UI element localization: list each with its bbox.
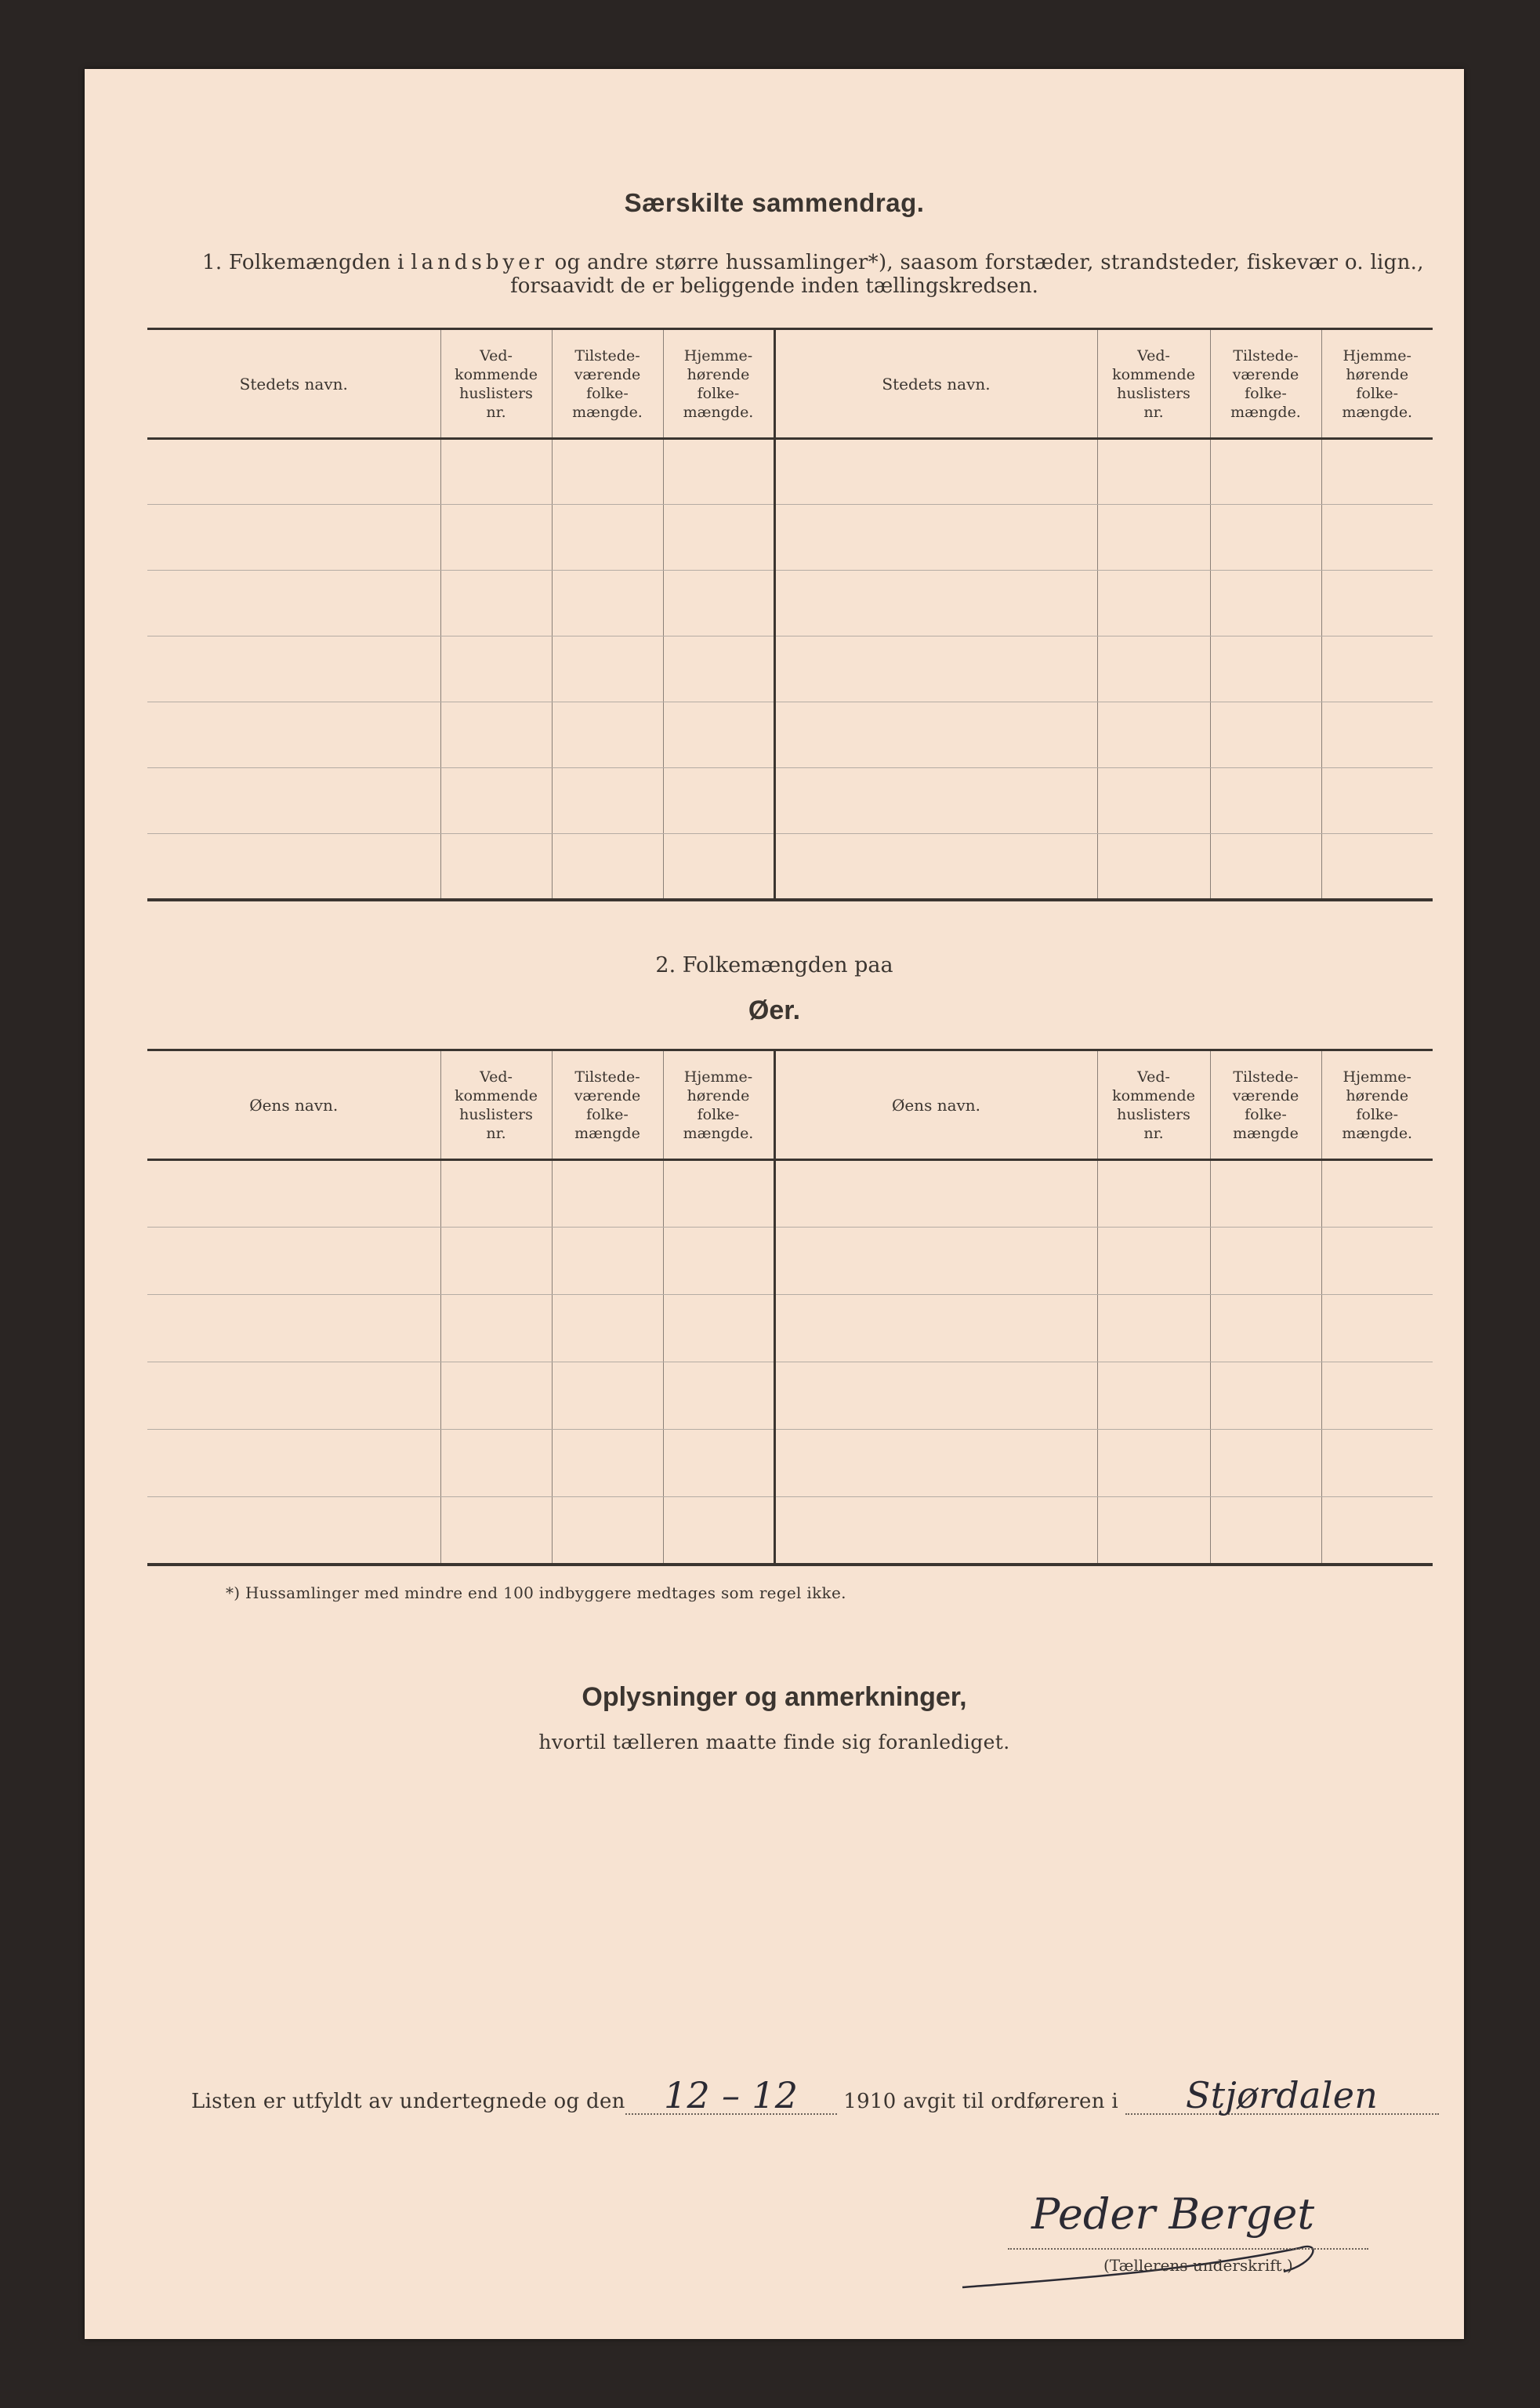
section1-intro-part1: 1. Folkemængden i xyxy=(202,251,404,274)
section1-intro-spaced: landsbyer xyxy=(411,251,549,274)
date-field xyxy=(625,2074,837,2116)
table-cell xyxy=(1097,834,1210,900)
table-cell xyxy=(552,505,663,571)
col-header-stedets-navn: Stedets navn. xyxy=(147,329,440,439)
section1-intro-line2: forsaavidt de er beliggende inden tællingskredsen. xyxy=(510,274,1038,298)
table-cell xyxy=(440,1362,552,1430)
handwritten-date: 12 – 12 xyxy=(663,2074,799,2116)
table-cell xyxy=(1097,1295,1210,1362)
col-header-stedets-navn-right: Stedets navn. xyxy=(774,329,1097,439)
section2-heading-bold: Øer. xyxy=(748,995,801,1025)
table-cell xyxy=(552,1160,663,1228)
table-cell xyxy=(774,834,1097,900)
table-cell xyxy=(147,702,440,768)
col-header-huslisters-nr-right: Ved- kommende huslisters nr. xyxy=(1097,1050,1210,1160)
settlements-table-body xyxy=(147,439,1433,900)
settlements-table xyxy=(147,328,1433,901)
table-row xyxy=(147,1295,1433,1362)
table-cell xyxy=(1097,768,1210,834)
table-cell xyxy=(663,834,774,900)
islands-table-header xyxy=(147,1050,1433,1160)
settlements-table-header xyxy=(147,329,1433,439)
table-cell xyxy=(440,1160,552,1228)
col-header-tilstedevaerende-right: Tilstede- værende folke- mængde xyxy=(1210,1050,1321,1160)
table-row xyxy=(147,1497,1433,1565)
table-cell xyxy=(1210,1497,1321,1565)
table-cell xyxy=(440,439,552,505)
table-cell xyxy=(663,1160,774,1228)
col-header-huslisters-nr: Ved- kommende huslisters nr. xyxy=(440,1050,552,1160)
table-cell xyxy=(774,1228,1097,1295)
table-cell xyxy=(440,505,552,571)
table-cell xyxy=(1321,636,1433,702)
table-cell xyxy=(1097,505,1210,571)
col-header-oens-navn-right: Øens navn. xyxy=(774,1050,1097,1160)
table-row xyxy=(147,1362,1433,1430)
table-row xyxy=(147,505,1433,571)
table-cell xyxy=(552,1228,663,1295)
section1-intro-part2: og andre større hussamlinger*), saasom forstæder, strandsteder, fiskevær o. lign., xyxy=(554,251,1424,274)
table-cell xyxy=(663,505,774,571)
table-cell xyxy=(440,571,552,636)
table-cell xyxy=(1321,1497,1433,1565)
table-cell xyxy=(663,702,774,768)
table-row xyxy=(147,1160,1433,1228)
table-row xyxy=(147,571,1433,636)
table-cell xyxy=(147,439,440,505)
table-cell xyxy=(552,1295,663,1362)
table-cell xyxy=(552,1497,663,1565)
statement-text-before-date: Listen er utfyldt av undertegnede og den xyxy=(191,2090,625,2113)
table-cell xyxy=(774,768,1097,834)
table-cell xyxy=(440,768,552,834)
handwritten-signature: Peder Berget xyxy=(1031,2189,1315,2239)
col-header-hjemmehorende: Hjemme- hørende folke- mængde. xyxy=(663,329,774,439)
table-cell xyxy=(552,768,663,834)
section2-heading: 2. Folkemængden paa xyxy=(655,953,893,977)
table-cell xyxy=(1210,636,1321,702)
table-cell xyxy=(663,1497,774,1565)
table-cell xyxy=(1097,439,1210,505)
table-cell xyxy=(1097,1228,1210,1295)
table-cell xyxy=(1210,505,1321,571)
table-cell xyxy=(552,439,663,505)
table-cell xyxy=(1210,768,1321,834)
table-cell xyxy=(1097,1430,1210,1497)
section1-intro-line1 xyxy=(202,251,1424,274)
table-row xyxy=(147,768,1433,834)
table-cell xyxy=(1321,1295,1433,1362)
table-cell xyxy=(1097,636,1210,702)
table-cell xyxy=(147,1430,440,1497)
table-cell xyxy=(147,1295,440,1362)
table-cell xyxy=(774,439,1097,505)
table-cell xyxy=(440,1497,552,1565)
table-cell xyxy=(774,702,1097,768)
table-cell xyxy=(1097,1497,1210,1565)
table-cell xyxy=(1097,571,1210,636)
table-cell xyxy=(147,1497,440,1565)
signature-line xyxy=(1008,2248,1368,2250)
table-cell xyxy=(440,834,552,900)
islands-table-body xyxy=(147,1160,1433,1565)
col-header-huslisters-nr-right: Ved- kommende huslisters nr. xyxy=(1097,329,1210,439)
table-cell xyxy=(147,1362,440,1430)
census-form-page xyxy=(85,69,1464,2339)
table-cell xyxy=(1210,1295,1321,1362)
table-cell xyxy=(552,1430,663,1497)
table-cell xyxy=(147,1228,440,1295)
table-cell xyxy=(552,636,663,702)
table-cell xyxy=(1321,439,1433,505)
table-cell xyxy=(663,571,774,636)
col-header-huslisters-nr: Ved- kommende huslisters nr. xyxy=(440,329,552,439)
page-title: Særskilte sammendrag. xyxy=(624,188,925,217)
table-cell xyxy=(440,1295,552,1362)
table-cell xyxy=(774,1362,1097,1430)
table-row xyxy=(147,702,1433,768)
table-cell xyxy=(552,834,663,900)
table-cell xyxy=(774,1430,1097,1497)
table-cell xyxy=(1321,1430,1433,1497)
statement-text-after-year: avgit til ordføreren i xyxy=(903,2090,1118,2113)
table-cell xyxy=(1210,702,1321,768)
table-cell xyxy=(1097,702,1210,768)
table-row xyxy=(147,1228,1433,1295)
table-cell xyxy=(1210,1430,1321,1497)
table-cell xyxy=(1210,439,1321,505)
remarks-title: Oplysninger og anmerkninger, xyxy=(582,1682,967,1712)
table-cell xyxy=(440,1430,552,1497)
table-row xyxy=(147,636,1433,702)
table-cell xyxy=(774,1497,1097,1565)
table-cell xyxy=(774,571,1097,636)
table-cell xyxy=(1321,1228,1433,1295)
table-cell xyxy=(1321,702,1433,768)
col-header-hjemmehorende-right: Hjemme- hørende folke- mængde. xyxy=(1321,329,1433,439)
table-cell xyxy=(147,505,440,571)
table-cell xyxy=(663,1295,774,1362)
year: 1910 xyxy=(843,2090,897,2113)
col-header-tilstedevaerende: Tilstede- værende folke- mængde. xyxy=(552,329,663,439)
table-cell xyxy=(440,702,552,768)
table-cell xyxy=(774,1160,1097,1228)
table-cell xyxy=(440,636,552,702)
table-row xyxy=(147,439,1433,505)
table-cell xyxy=(663,1430,774,1497)
table-cell xyxy=(1210,571,1321,636)
remarks-subtitle: hvortil tælleren maatte finde sig foranlediget. xyxy=(538,1731,1010,1753)
table-cell xyxy=(1210,1362,1321,1430)
table-cell xyxy=(774,505,1097,571)
table-cell xyxy=(552,571,663,636)
table-cell xyxy=(663,1362,774,1430)
table-cell xyxy=(147,636,440,702)
table-cell xyxy=(552,1362,663,1430)
handwritten-municipality: Stjørdalen xyxy=(1185,2074,1379,2116)
table-cell xyxy=(663,636,774,702)
col-header-oens-navn: Øens navn. xyxy=(147,1050,440,1160)
col-header-tilstedevaerende: Tilstede- værende folke- mængde xyxy=(552,1050,663,1160)
table-cell xyxy=(552,702,663,768)
table-cell xyxy=(147,834,440,900)
table-cell xyxy=(1097,1160,1210,1228)
table-cell xyxy=(774,636,1097,702)
signature-caption: (Tællerens underskrift.) xyxy=(1103,2256,1293,2275)
table-cell xyxy=(147,768,440,834)
table-cell xyxy=(663,1228,774,1295)
table-cell xyxy=(1097,1362,1210,1430)
table-cell xyxy=(1321,834,1433,900)
col-header-tilstedevaerende-right: Tilstede- værende folke- mængde. xyxy=(1210,329,1321,439)
table-cell xyxy=(147,571,440,636)
table-cell xyxy=(663,768,774,834)
table-row xyxy=(147,834,1433,900)
completion-statement xyxy=(191,2074,1439,2116)
table-cell xyxy=(1321,768,1433,834)
col-header-hjemmehorende: Hjemme- hørende folke- mængde. xyxy=(663,1050,774,1160)
table-cell xyxy=(1210,1160,1321,1228)
table-cell xyxy=(774,1295,1097,1362)
table-cell xyxy=(147,1160,440,1228)
table-cell xyxy=(1210,834,1321,900)
table-cell xyxy=(1321,1362,1433,1430)
table-cell xyxy=(1210,1228,1321,1295)
municipality-field xyxy=(1125,2074,1439,2116)
table-row xyxy=(147,1430,1433,1497)
col-header-hjemmehorende-right: Hjemme- hørende folke- mængde. xyxy=(1321,1050,1433,1160)
table-cell xyxy=(1321,505,1433,571)
table-cell xyxy=(440,1228,552,1295)
islands-table xyxy=(147,1049,1433,1566)
table-cell xyxy=(1321,1160,1433,1228)
footnote: *) Hussamlinger med mindre end 100 indbyggere medtages som regel ikke. xyxy=(226,1583,846,1602)
table-cell xyxy=(663,439,774,505)
table-cell xyxy=(1321,571,1433,636)
